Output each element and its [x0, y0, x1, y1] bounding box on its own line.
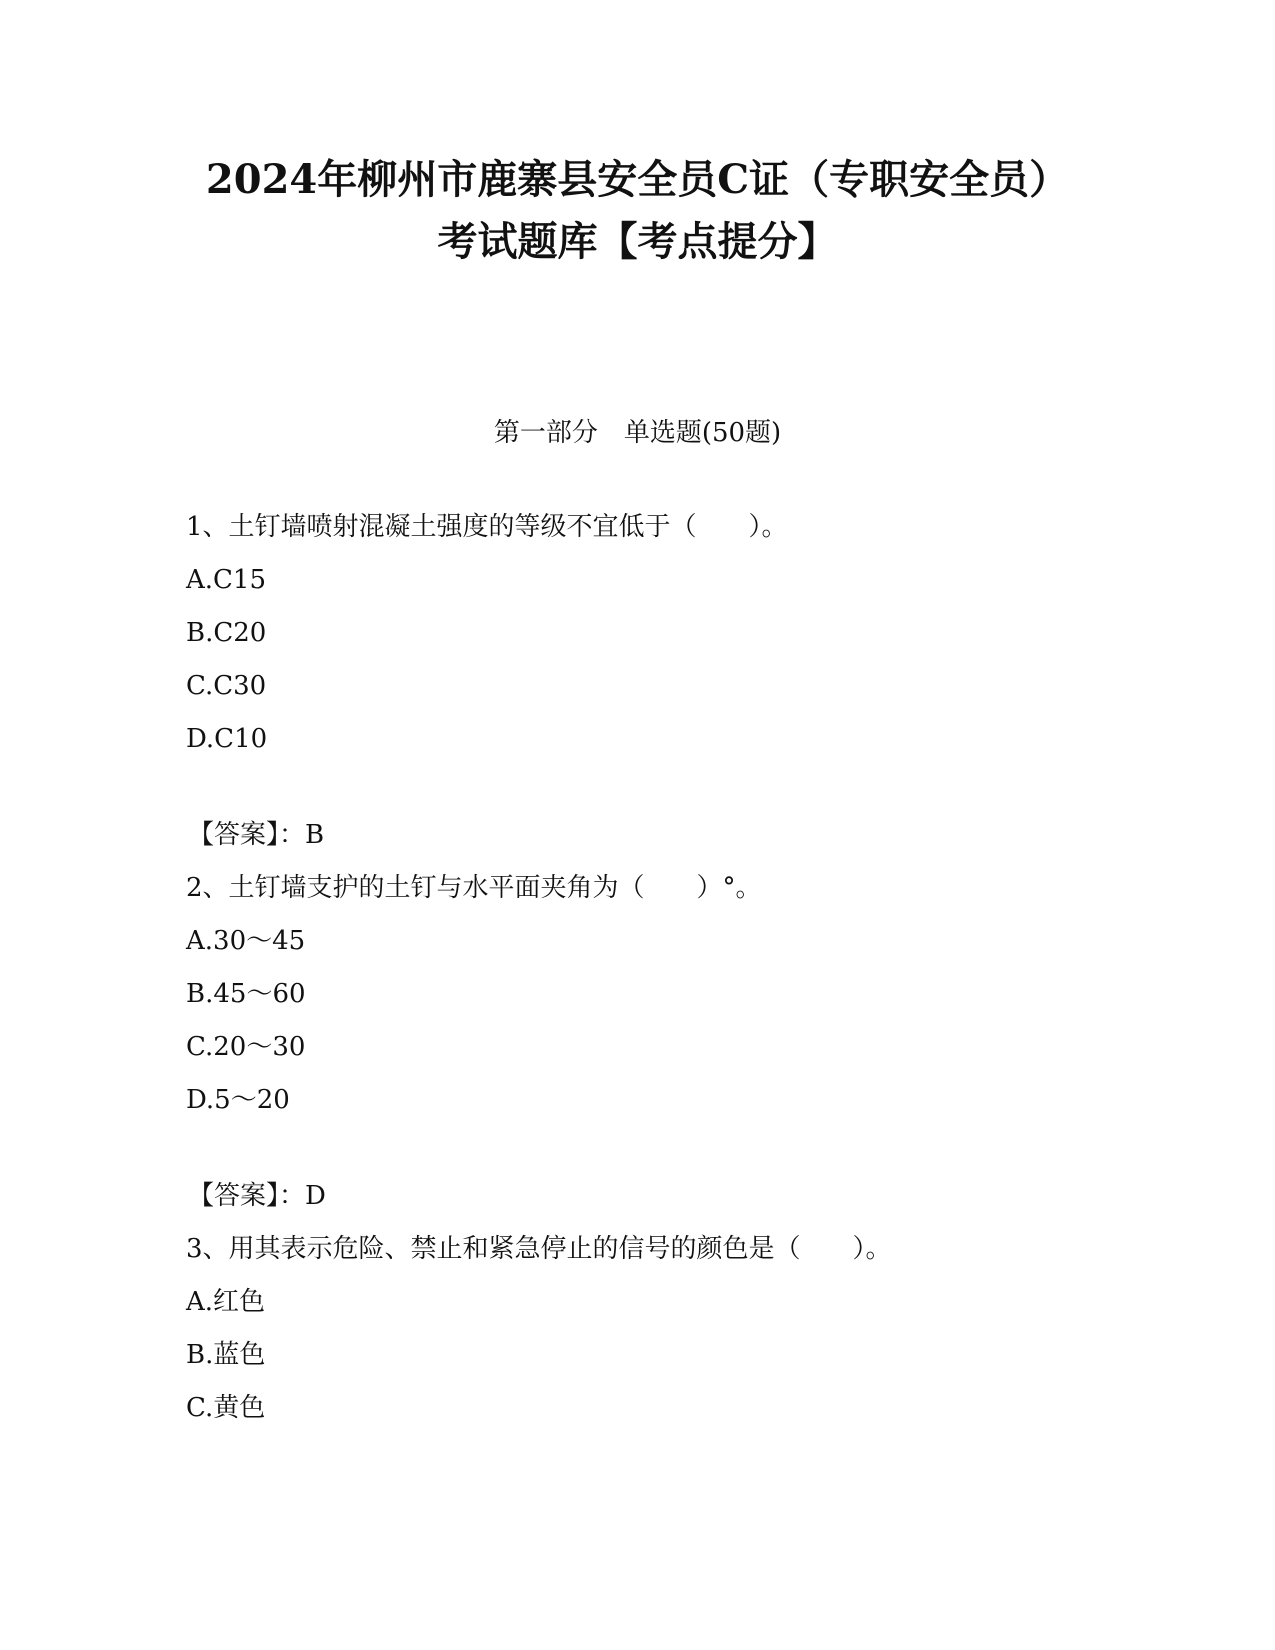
- question-1-answer: 【答案】：B: [188, 820, 325, 850]
- question-1-option-c: C.C30: [186, 671, 267, 701]
- question-1-option-a: A.C15: [186, 565, 267, 595]
- document-title-line-2: 考试题库【考点提分】: [437, 218, 838, 265]
- question-2-option-a: A.30～45: [186, 926, 306, 956]
- document-title-line-1: 2024年柳州市鹿寨县安全员C证（专职安全员）: [205, 156, 1070, 203]
- question-2-stem: 2、土钉墙支护的土钉与水平面夹角为（ ）°。: [186, 873, 762, 903]
- question-2-option-b: B.45～60: [186, 979, 306, 1009]
- question-2-answer: 【答案】：D: [188, 1181, 326, 1211]
- question-2-option-d: D.5～20: [186, 1085, 290, 1115]
- question-3-option-b: B.蓝色: [186, 1340, 266, 1370]
- question-3-option-c: C.黄色: [186, 1393, 266, 1423]
- question-3-stem: 3、用其表示危险、禁止和紧急停止的信号的颜色是（ ）。: [186, 1234, 892, 1264]
- question-1-option-d: D.C10: [186, 724, 268, 754]
- question-1-stem: 1、土钉墙喷射混凝土强度的等级不宜低于（ ）。: [186, 512, 788, 542]
- question-1-option-b: B.C20: [186, 618, 267, 648]
- section-heading: 第一部分 单选题(50题): [493, 418, 782, 448]
- question-2-option-c: C.20～30: [186, 1032, 306, 1062]
- question-3-option-a: A.红色: [186, 1287, 266, 1317]
